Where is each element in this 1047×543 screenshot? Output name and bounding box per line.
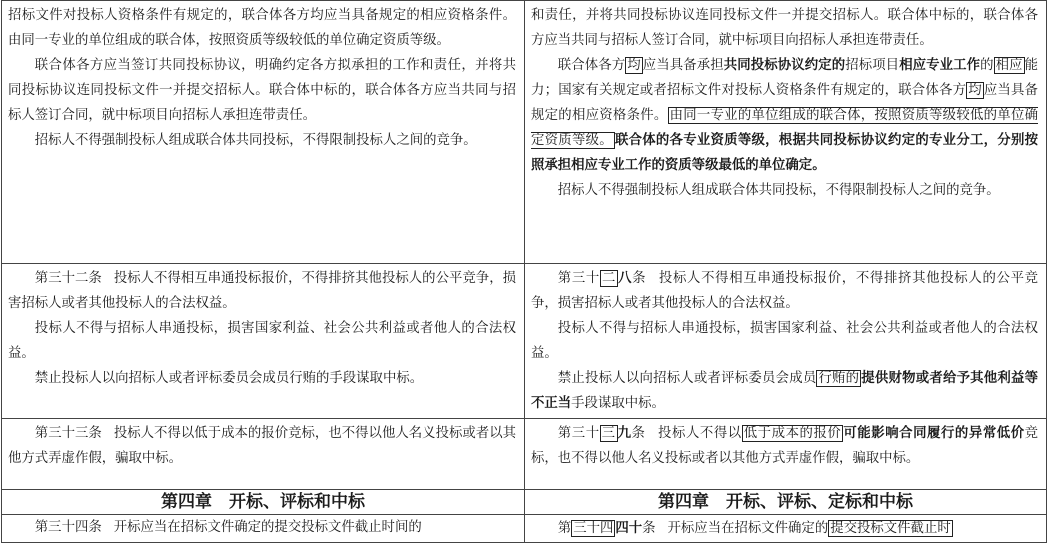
deleted-text-box: 行贿的 [818,371,860,386]
text-run: 条 [642,521,656,536]
paragraph: 投标人不得与招标人串通投标，损害国家利益、社会公共利益或者他人的合法权益。 [8,321,516,361]
table-row [2,264,1047,419]
table-row [2,515,1047,543]
deleted-text-box: 低于成本的报价 [743,426,842,441]
text-run: 能力；国家有关规定或者招标文件对投标人资格条件有规定的，联合体各方 [531,58,1039,98]
deleted-text-box: 三 [601,426,616,441]
text-run: 投标人不得相互串通投标报价，不得排挤其他投标人的公平竞争，损害招标人或者其他投标人的合法权益。 [531,271,1039,311]
added-text: 提供财物或者给予其他利益等不正当 [531,370,1039,411]
paragraph [531,266,1038,316]
text-run: 第三十 [557,271,600,286]
added-text: 联合体的各专业资质等级，根据共同投标协议约定的专业分工，分别按照承担相应专业工作的资质等级最低的单位确定。 [531,132,1039,173]
text-run: 第 [557,521,572,536]
text-run: 禁止投标人以向招标人或者评标委员会成员 [557,371,817,386]
paragraph: 招标人不得强制投标人组成联合体共同投标，不得限制投标人之间的竞争。 [34,133,477,148]
paragraph: 联合体各方应当签订共同投标协议，明确约定各方拟承担的工作和责任，并将共同投标协议连同投标文件一并提交招标人。联合体中标的，联合体各方应当共同与招标人签订合同，就中标项目向招标人承担连带责任。 [8,58,516,123]
text-run: 条 [631,426,646,441]
deleted-text-box: 均 [968,83,982,98]
new-text-cell [525,515,1047,543]
table-row [2,419,1047,490]
paragraph [531,366,1038,416]
paragraph: 招标文件对投标人资格条件有规定的，联合体各方均应当具备规定的相应资格条件。由同一专业的单位组成的联合体，按照资质等级较低的单位确定资质等级。 [8,8,516,48]
deleted-text-box: 三十四 [573,521,614,536]
text-run: 招标项目 [845,58,900,73]
deleted-text-box: 相应 [995,58,1023,73]
comparison-table [1,0,1047,543]
added-text: 四十 [615,520,643,536]
article-number: 第三十二条 [34,271,102,286]
text-run: 投标人不得以低于成本的报价竞标，也不得以他人名义投标或者以其他方式弄虚作假，骗取中标。 [8,426,516,466]
paragraph: 投标人不得与招标人串通投标，损害国家利益、社会公共利益或者他人的合法权益。 [531,321,1038,361]
text-run: 开标应当在招标文件确定的 [667,521,829,536]
paragraph [8,266,516,316]
old-text-cell [2,1,525,264]
added-text: 相应专业工作 [899,57,981,73]
deleted-text-box: 均 [627,58,641,73]
added-text: 九 [617,425,632,441]
deleted-text-box: 二 [602,271,617,286]
added-text: 八 [618,270,633,286]
new-text-cell [525,1,1047,264]
text-run: 的 [980,58,994,73]
text-run: 竞标，也不得以他人名义投标或者以其他方式弄虚作假，骗取中标。 [531,426,1039,466]
text-run: 投标人不得以 [657,426,742,441]
chapter-heading-new: 第四章 开标、评标、定标和中标 [525,490,1047,515]
paragraph [531,517,1038,540]
text-run: 开标应当在招标文件确定的提交投标文件截止时间的 [113,520,422,535]
text-run: 应当具备规定的相应资格条件。 [531,83,1039,123]
paragraph [531,421,1038,471]
text-run: 条 [632,271,647,286]
article-number: 第三十三条 [34,426,102,441]
paragraph [8,421,516,471]
deleted-text-box: 提交投标文件截止时 [830,521,951,536]
text-run: 手段谋取中标。 [571,396,665,411]
old-text-cell [2,515,525,543]
chapter-heading-old: 第四章 开标、评标和中标 [2,490,525,515]
paragraph: 招标人不得强制投标人组成联合体共同投标，不得限制投标人之间的竞争。 [557,183,1000,198]
chapter-row [2,490,1047,515]
new-text-cell [525,419,1047,490]
article-number: 第三十四条 [34,520,102,535]
text-run: 联合体各方 [557,58,626,73]
added-text: 可能影响合同履行的异常低价 [843,425,1025,441]
table-row [2,1,1047,264]
old-text-cell [2,419,525,490]
text-run: 应当具备承担 [642,58,724,73]
old-text-cell [2,264,525,419]
text-run: 第三十 [557,426,600,441]
paragraph: 禁止投标人以向招标人或者评标委员会成员行贿的手段谋取中标。 [34,371,424,386]
added-text: 共同投标协议约定的 [723,57,846,73]
paragraph [531,53,1038,178]
paragraph: 和责任，并将共同投标协议连同投标文件一并提交招标人。联合体中标的，联合体各方应当共同与招标人签订合同，就中标项目向招标人承担连带责任。 [531,8,1038,48]
text-run: 投标人不得相互串通投标报价，不得排挤其他投标人的公平竞争，损害招标人或者其他投标人的合法权益。 [8,271,516,311]
deleted-text-box: 由同一专业的单位组成的联合体，按照资质等级较低的单位确定资质等级。 [531,108,1039,148]
paragraph [8,517,516,539]
new-text-cell [525,264,1047,419]
